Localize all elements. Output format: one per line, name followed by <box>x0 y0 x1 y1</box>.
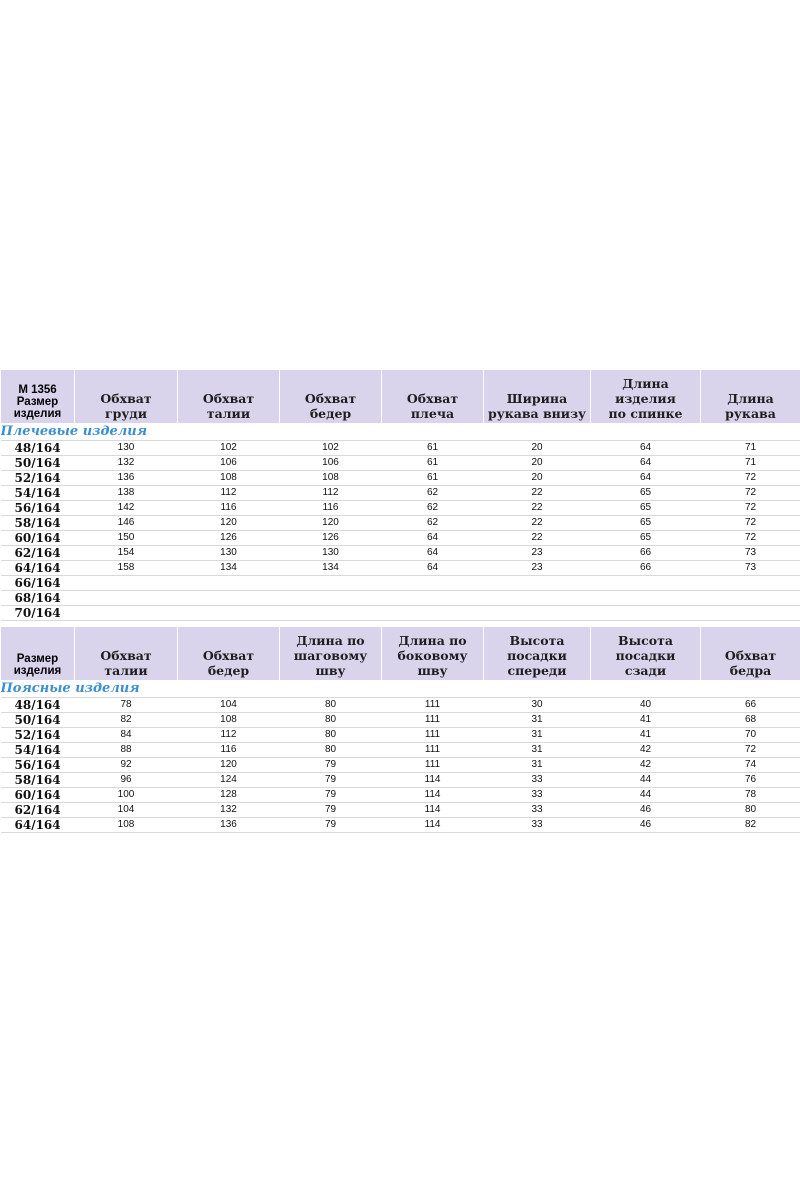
value-cell: 80 <box>701 803 800 818</box>
table-row <box>1 561 800 576</box>
value-cell <box>484 606 591 621</box>
table-row <box>1 576 800 591</box>
value-cell: 31 <box>484 713 591 728</box>
column-header: Обхват бедер <box>280 370 382 424</box>
value-cell: 132 <box>178 803 280 818</box>
value-cell: 108 <box>178 471 280 486</box>
value-cell: 126 <box>178 531 280 546</box>
value-cell <box>382 606 484 621</box>
value-cell <box>280 576 382 591</box>
value-cell: 72 <box>701 516 800 531</box>
table-row <box>1 818 800 833</box>
value-cell: 42 <box>591 743 701 758</box>
value-cell: 64 <box>591 456 701 471</box>
value-cell: 20 <box>484 441 591 456</box>
value-cell <box>178 606 280 621</box>
table-row <box>1 456 800 471</box>
value-cell: 65 <box>591 516 701 531</box>
value-cell: 120 <box>178 758 280 773</box>
size-cell: 62/164 <box>1 546 75 561</box>
table-row <box>1 546 800 561</box>
value-cell: 41 <box>591 713 701 728</box>
value-cell: 112 <box>178 728 280 743</box>
table-row <box>1 743 800 758</box>
value-cell: 96 <box>75 773 178 788</box>
value-cell: 100 <box>75 788 178 803</box>
size-cell: 52/164 <box>1 728 75 743</box>
value-cell: 150 <box>75 531 178 546</box>
value-cell: 30 <box>484 698 591 713</box>
value-cell <box>280 591 382 606</box>
size-label-line2: изделия <box>13 665 62 677</box>
column-header: Длина по шаговому шву <box>280 627 382 681</box>
column-header: Обхват бедер <box>178 627 280 681</box>
value-cell: 111 <box>382 728 484 743</box>
value-cell: 70 <box>701 728 800 743</box>
value-cell: 78 <box>75 698 178 713</box>
value-cell: 108 <box>178 713 280 728</box>
value-cell: 120 <box>178 516 280 531</box>
column-header: Обхват талии <box>178 370 280 424</box>
value-cell: 71 <box>701 441 800 456</box>
value-cell: 61 <box>382 471 484 486</box>
value-cell: 126 <box>280 531 382 546</box>
value-cell <box>75 606 178 621</box>
value-cell <box>591 606 701 621</box>
value-cell: 72 <box>701 531 800 546</box>
size-cell: 54/164 <box>1 486 75 501</box>
size-cell: 64/164 <box>1 561 75 576</box>
value-cell: 136 <box>75 471 178 486</box>
table-row <box>1 698 800 713</box>
value-cell: 104 <box>178 698 280 713</box>
value-cell: 22 <box>484 531 591 546</box>
column-header: Ширина рукава внизу <box>484 370 591 424</box>
value-cell: 22 <box>484 486 591 501</box>
value-cell: 80 <box>280 698 382 713</box>
size-cell: 66/164 <box>1 576 75 591</box>
value-cell: 46 <box>591 818 701 833</box>
value-cell: 114 <box>382 773 484 788</box>
table-row <box>1 606 800 621</box>
waist-size-table <box>0 626 800 833</box>
value-cell: 136 <box>178 818 280 833</box>
value-cell: 112 <box>178 486 280 501</box>
size-cell: 48/164 <box>1 698 75 713</box>
column-header: Высота посадки спереди <box>484 627 591 681</box>
size-cell: 48/164 <box>1 441 75 456</box>
size-cell: 54/164 <box>1 743 75 758</box>
column-header: Высота посадки сзади <box>591 627 701 681</box>
value-cell: 33 <box>484 803 591 818</box>
value-cell: 108 <box>75 818 178 833</box>
size-label-line2: изделия <box>13 408 62 420</box>
value-cell: 102 <box>280 441 382 456</box>
value-cell: 66 <box>591 561 701 576</box>
value-cell: 76 <box>701 773 800 788</box>
value-cell: 73 <box>701 561 800 576</box>
value-cell: 92 <box>75 758 178 773</box>
value-cell: 132 <box>75 456 178 471</box>
size-cell: 60/164 <box>1 788 75 803</box>
table-header-row <box>1 627 800 681</box>
value-cell: 23 <box>484 546 591 561</box>
value-cell: 41 <box>591 728 701 743</box>
table-row <box>1 591 800 606</box>
table-row <box>1 728 800 743</box>
column-header: Длина по боковому шву <box>382 627 484 681</box>
value-cell: 72 <box>701 743 800 758</box>
size-cell: 56/164 <box>1 501 75 516</box>
value-cell: 104 <box>75 803 178 818</box>
value-cell: 44 <box>591 773 701 788</box>
value-cell: 146 <box>75 516 178 531</box>
value-cell <box>484 576 591 591</box>
value-cell <box>280 606 382 621</box>
value-cell: 88 <box>75 743 178 758</box>
value-cell: 64 <box>382 531 484 546</box>
value-cell: 106 <box>178 456 280 471</box>
value-cell: 138 <box>75 486 178 501</box>
table-row <box>1 486 800 501</box>
table-row <box>1 773 800 788</box>
column-header: Обхват плеча <box>382 370 484 424</box>
value-cell: 158 <box>75 561 178 576</box>
section-title-waist: Поясные изделия <box>1 681 800 698</box>
value-cell: 66 <box>591 546 701 561</box>
value-cell: 72 <box>701 471 800 486</box>
value-cell: 79 <box>280 803 382 818</box>
column-header: Обхват бедра <box>701 627 800 681</box>
value-cell: 80 <box>280 728 382 743</box>
value-cell: 78 <box>701 788 800 803</box>
value-cell: 114 <box>382 818 484 833</box>
value-cell <box>484 591 591 606</box>
column-header: Обхват талии <box>75 627 178 681</box>
value-cell: 111 <box>382 698 484 713</box>
value-cell: 116 <box>280 501 382 516</box>
value-cell: 42 <box>591 758 701 773</box>
value-cell: 108 <box>280 471 382 486</box>
value-cell: 79 <box>280 788 382 803</box>
shoulder-size-table <box>0 369 800 621</box>
value-cell: 114 <box>382 788 484 803</box>
value-cell: 66 <box>701 698 800 713</box>
value-cell: 33 <box>484 818 591 833</box>
size-label-line1: Размер <box>16 653 59 665</box>
value-cell <box>591 591 701 606</box>
table-row <box>1 758 800 773</box>
table-row <box>1 471 800 486</box>
value-cell: 111 <box>382 758 484 773</box>
value-cell: 106 <box>280 456 382 471</box>
table-row <box>1 713 800 728</box>
value-cell: 111 <box>382 713 484 728</box>
value-cell: 128 <box>178 788 280 803</box>
table-row <box>1 803 800 818</box>
value-cell: 79 <box>280 818 382 833</box>
value-cell: 116 <box>178 501 280 516</box>
value-cell: 44 <box>591 788 701 803</box>
table-row <box>1 501 800 516</box>
section-title-shoulder: Плечевые изделия <box>1 424 800 441</box>
table-row <box>1 441 800 456</box>
table-row <box>1 531 800 546</box>
value-cell: 130 <box>75 441 178 456</box>
value-cell: 20 <box>484 471 591 486</box>
size-cell: 50/164 <box>1 713 75 728</box>
value-cell: 130 <box>178 546 280 561</box>
value-cell: 154 <box>75 546 178 561</box>
value-cell: 31 <box>484 758 591 773</box>
value-cell: 82 <box>701 818 800 833</box>
section-row <box>1 681 800 698</box>
size-cell: 52/164 <box>1 471 75 486</box>
value-cell: 79 <box>280 758 382 773</box>
value-cell: 46 <box>591 803 701 818</box>
value-cell: 102 <box>178 441 280 456</box>
size-cell: 58/164 <box>1 516 75 531</box>
value-cell: 142 <box>75 501 178 516</box>
size-cell: 50/164 <box>1 456 75 471</box>
size-cell: 56/164 <box>1 758 75 773</box>
value-cell: 112 <box>280 486 382 501</box>
value-cell: 134 <box>280 561 382 576</box>
section-row <box>1 424 800 441</box>
value-cell: 124 <box>178 773 280 788</box>
value-cell <box>591 576 701 591</box>
value-cell: 65 <box>591 486 701 501</box>
value-cell <box>701 606 800 621</box>
size-cell: 60/164 <box>1 531 75 546</box>
value-cell: 72 <box>701 486 800 501</box>
value-cell: 33 <box>484 788 591 803</box>
value-cell: 61 <box>382 456 484 471</box>
size-cell: 58/164 <box>1 773 75 788</box>
value-cell: 31 <box>484 743 591 758</box>
value-cell <box>178 591 280 606</box>
value-cell: 72 <box>701 501 800 516</box>
size-cell: 68/164 <box>1 591 75 606</box>
value-cell: 79 <box>280 773 382 788</box>
table-row <box>1 788 800 803</box>
table-row <box>1 516 800 531</box>
value-cell: 71 <box>701 456 800 471</box>
value-cell: 62 <box>382 501 484 516</box>
value-cell: 61 <box>382 441 484 456</box>
value-cell: 130 <box>280 546 382 561</box>
value-cell: 68 <box>701 713 800 728</box>
value-cell: 82 <box>75 713 178 728</box>
value-cell <box>701 591 800 606</box>
value-cell: 84 <box>75 728 178 743</box>
value-cell: 73 <box>701 546 800 561</box>
model-size-header <box>1 370 75 424</box>
value-cell: 22 <box>484 516 591 531</box>
value-cell: 80 <box>280 743 382 758</box>
size-header <box>1 627 75 681</box>
value-cell: 64 <box>591 471 701 486</box>
value-cell: 62 <box>382 516 484 531</box>
value-cell: 134 <box>178 561 280 576</box>
value-cell <box>382 576 484 591</box>
value-cell <box>178 576 280 591</box>
value-cell: 33 <box>484 773 591 788</box>
table-header-row <box>1 370 800 424</box>
value-cell: 116 <box>178 743 280 758</box>
value-cell: 111 <box>382 743 484 758</box>
value-cell: 120 <box>280 516 382 531</box>
value-cell <box>75 576 178 591</box>
value-cell: 80 <box>280 713 382 728</box>
size-cell: 64/164 <box>1 818 75 833</box>
column-header: Длина изделия по спинке <box>591 370 701 424</box>
value-cell <box>382 591 484 606</box>
value-cell: 40 <box>591 698 701 713</box>
column-header: Длина рукава <box>701 370 800 424</box>
size-cell: 62/164 <box>1 803 75 818</box>
column-header: Обхват груди <box>75 370 178 424</box>
value-cell: 31 <box>484 728 591 743</box>
value-cell <box>701 576 800 591</box>
value-cell: 65 <box>591 501 701 516</box>
size-label-line1: Размер <box>16 396 59 408</box>
value-cell: 65 <box>591 531 701 546</box>
value-cell: 23 <box>484 561 591 576</box>
value-cell <box>75 591 178 606</box>
value-cell: 74 <box>701 758 800 773</box>
value-cell: 64 <box>382 561 484 576</box>
value-cell: 20 <box>484 456 591 471</box>
value-cell: 114 <box>382 803 484 818</box>
size-cell: 70/164 <box>1 606 75 621</box>
value-cell: 22 <box>484 501 591 516</box>
value-cell: 64 <box>382 546 484 561</box>
value-cell: 62 <box>382 486 484 501</box>
model-number: М 1356 <box>18 384 57 396</box>
value-cell: 64 <box>591 441 701 456</box>
